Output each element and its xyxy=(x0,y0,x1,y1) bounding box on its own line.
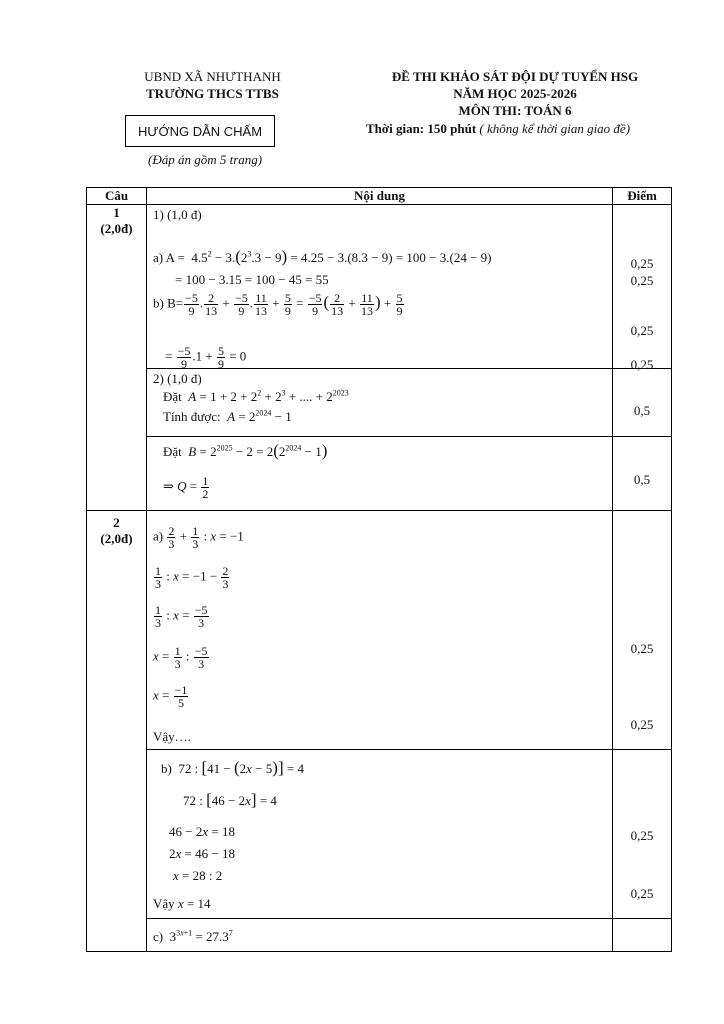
header-left xyxy=(95,68,330,102)
guide-title-box: HƯỚNG DẪN CHẤM xyxy=(125,115,275,147)
q2b-scores xyxy=(613,750,672,919)
score: 0,5 xyxy=(633,472,651,487)
time-line xyxy=(366,121,630,137)
table-row xyxy=(87,919,672,952)
subject: MÔN THI: TOÁN 6 xyxy=(458,103,572,118)
q2a-line2: $\frac{1}{3}$ : x = −1 − $\frac{2}{3}$ xyxy=(155,564,229,591)
q1-part2b-score xyxy=(613,437,672,511)
dat-label: Đặt xyxy=(163,389,182,404)
q2b-line1: b) 72 : [41 − (2x − 5)] = 4 xyxy=(161,758,304,777)
score: 0,25 xyxy=(630,641,654,656)
q1-part2-score xyxy=(613,369,672,437)
q2a-line4: x = $\frac{1}{3}$ : $\frac{-5}{3}$ xyxy=(153,644,208,671)
question-2-number: 2 xyxy=(113,515,120,530)
q2a-conclusion: Vậy…. xyxy=(153,729,191,744)
q1b-line2: = $\frac{-5}{9}$ .1 + $\frac{5}{9}$ = 0 xyxy=(165,344,247,371)
q2c-line1: c) $3^{3x+1} = 27.3^7$ xyxy=(153,928,233,944)
q1-part2b-line2: ⇒ Q = $\frac{1}{2}$ xyxy=(163,474,209,501)
q1-part2-line2: Tính được: $A = 2^{2024} - 1$ xyxy=(163,408,292,424)
q1b-line1: b) B= $\frac{-5}{9}$ . $\frac{2}{13}$ + $\frac{-5}{9}$ . $\frac{11}{13}$ + $\frac{5}{9}$ = $\frac{-5}{9}$ ( $\frac{2}{13}$ + $\frac{11}{13}$ ) + $\frac{5}{9}$ xyxy=(153,291,403,318)
pages-note: (Đáp án gồm 5 trang) xyxy=(148,152,263,167)
table-header-row xyxy=(87,188,672,205)
question-1-number: 1 xyxy=(113,205,120,220)
q2b-line2: 72 : [46 − 2x] = 4 xyxy=(183,790,277,809)
tinh-duoc-label: Tính được: xyxy=(163,409,221,424)
question-1-cell xyxy=(87,205,147,511)
q1-part2-content xyxy=(147,369,613,437)
col-header-score: Điểm xyxy=(613,188,672,205)
time-note: ( không kể thời gian giao đề) xyxy=(479,121,631,136)
q2c-content xyxy=(147,919,613,952)
q2c-scores xyxy=(613,919,672,952)
q1-part1-title: 1) (1,0 đ) xyxy=(153,207,202,222)
q1-part2-line1: Đặt $A = 1 + 2 + 2^2 + 2^3$ + .... + $2^{2023}$ xyxy=(163,388,349,404)
q1a-line2: = 100 − 3.15 = 100 − 45 = 55 xyxy=(175,272,329,287)
vay-label: Vậy xyxy=(153,896,175,911)
score: 0,25 xyxy=(630,273,654,288)
q2a-line5: x = $\frac{-1}{5}$ xyxy=(153,683,188,710)
time-bold: Thời gian: 150 phút xyxy=(366,121,477,136)
q1a-line1: a) $A = 4.5^2 - 3.(2^3.3 - 9) = 4.25 - 3.(8.3 - 9) = 100 - 3.(24 - 9)$ xyxy=(153,247,492,266)
table-row xyxy=(87,369,672,437)
score: 0,25 xyxy=(630,717,654,732)
school-year: NĂM HỌC 2025-2026 xyxy=(453,86,577,101)
dat-label: Đặt xyxy=(163,444,182,459)
q2a-content xyxy=(147,511,613,750)
score: 0,25 xyxy=(630,357,654,372)
q1-part1-scores xyxy=(613,205,672,372)
q2a-line3: $\frac{1}{3}$ : x = $\frac{-5}{3}$ xyxy=(155,603,208,630)
q1-part1-content xyxy=(147,205,613,369)
q2b-line3: 46 − 2x = 18 xyxy=(169,824,235,839)
q2a-scores xyxy=(613,511,672,750)
q2b-line5: x = 28 : 2 xyxy=(173,868,223,883)
score: 0,25 xyxy=(630,886,654,901)
header-right xyxy=(350,68,680,119)
score: 0,25 xyxy=(630,323,654,338)
score: 0,25 xyxy=(630,828,654,843)
table-row xyxy=(87,437,672,511)
question-1-points: (2,0đ) xyxy=(100,221,133,236)
q1-part2-title: 2) (1,0 đ) xyxy=(153,371,202,386)
col-header-question: Câu xyxy=(87,188,147,205)
q2b-conclusion: Vậy x = 14 xyxy=(153,896,211,911)
table-row xyxy=(87,511,672,750)
question-2-cell xyxy=(87,511,147,952)
q1-part2b-line1: Đặt $B = 2^{2025} - 2 = 2(2^{2024} - 1)$ xyxy=(163,441,328,460)
col-header-content: Nội dung xyxy=(147,188,613,205)
q2b-content xyxy=(147,750,613,919)
authority-name: UBND XÃ NHƯTHANH xyxy=(144,69,281,84)
exam-title: ĐỀ THI KHẢO SÁT ĐỘI DỰ TUYỂN HSG xyxy=(391,69,639,84)
table-row xyxy=(87,750,672,919)
q2b-line4: 2x = 46 − 18 xyxy=(169,846,235,861)
score: 0,5 xyxy=(633,403,651,418)
question-2-points: (2,0đ) xyxy=(100,531,133,546)
school-name: TRƯỜNG THCS TTBS xyxy=(146,86,279,101)
answer-table xyxy=(86,187,672,952)
q1-part2b-content xyxy=(147,437,613,511)
score: 0,25 xyxy=(630,256,654,271)
table-row xyxy=(87,205,672,369)
q2a-line1: a) $\frac{2}{3}$ + $\frac{1}{3}$ : x = −1 xyxy=(153,524,244,551)
